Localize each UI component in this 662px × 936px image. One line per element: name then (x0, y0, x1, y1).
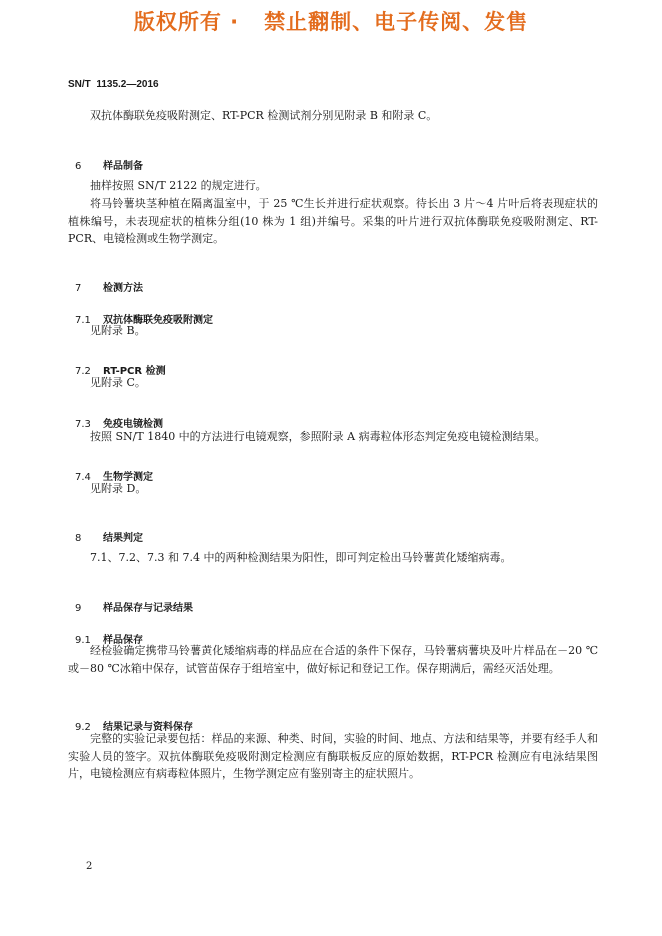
intro-paragraph: 双抗体酶联免疫吸附测定、RT-PCR 检测试剂分别见附录 B 和附录 C。 (90, 109, 438, 122)
section-6-heading (68, 146, 143, 172)
section-number: 8 (74, 533, 82, 544)
section-title: 生物学测定 (102, 472, 153, 483)
section-8-paragraph: 7.1、7.2、7.3 和 7.4 中的两种检测结果为阳性，即可判定检出马铃薯黄化矮缩病毒。 (90, 551, 512, 564)
section-7-3-paragraph: 按照 SN/T 1840 中的方法进行电镜观察，参照附录 A 病毒粒体形态判定免疫电镜检测结果。 (90, 430, 546, 443)
section-number: 9.2 (74, 722, 91, 733)
section-number: 7.4 (74, 472, 91, 483)
section-6-paragraph-1: 抽样按照 SN/T 2122 的规定进行。 (90, 179, 267, 192)
section-9-heading (68, 588, 193, 614)
section-number: 7 (74, 283, 82, 294)
section-title: RT-PCR 检测 (102, 366, 166, 377)
section-9-2-paragraph: 完整的实验记录要包括：样品的来源、种类、时间，实验的时间、地点、方法和结果等，并要有经手人和实验人员的签字。双抗体酶联免疫吸附测定检测应有酶联板反应的原始数据，RT-PCR 检测应有电泳结果图片，电镜检测应有病毒粒体照片，生物学测定应有鉴别寄主的症状照片。 (68, 732, 598, 780)
section-title: 样品保存与记录结果 (102, 603, 193, 614)
section-number: 7.2 (74, 366, 91, 377)
section-number: 9 (74, 603, 82, 614)
section-title: 样品保存 (102, 635, 143, 646)
section-6-paragraph-2: 将马铃薯块茎种植在隔离温室中，于 25 ℃生长并进行症状观察。待长出 3 片～4 片叶后将表现症状的植株编号，未表现症状的植株分组(10 株为 1 组)并编号。采集的叶片进行双抗体酶联免疫吸附测定、RT-PCR、电镜检测或生物学测定。 (68, 197, 598, 245)
section-number: 9.1 (74, 635, 91, 646)
section-title: 免疫电镜检测 (102, 419, 163, 430)
section-number: 7.1 (74, 315, 91, 326)
section-7-3-heading (68, 404, 163, 430)
section-7-2-paragraph: 见附录 C。 (90, 376, 146, 389)
section-7-1-paragraph: 见附录 B。 (90, 324, 146, 337)
section-title: 双抗体酶联免疫吸附测定 (102, 315, 213, 326)
section-number: 6 (74, 161, 82, 172)
copyright-watermark: 版权所有 · 禁止翻制、电子传阅、发售 (133, 10, 529, 34)
section-7-heading (68, 268, 143, 294)
section-title: 检测方法 (102, 283, 143, 294)
section-9-1-paragraph: 经检验确定携带马铃薯黄化矮缩病毒的样品应在合适的条件下保存，马铃薯病薯块及叶片样品在－20 ℃或－80 ℃冰箱中保存，试管苗保存于组培室中，做好标记和登记工作。保存期满后，需经灭活处理。 (68, 644, 598, 675)
section-title: 样品制备 (102, 161, 143, 172)
standard-code: SN/T 1135.2—2016 (68, 79, 159, 90)
section-7-4-paragraph: 见附录 D。 (90, 482, 147, 495)
section-number: 7.3 (74, 419, 91, 430)
section-title: 结果记录与资料保存 (102, 722, 193, 733)
section-8-heading (68, 518, 143, 544)
page-number: 2 (86, 861, 93, 872)
section-title: 结果判定 (102, 533, 143, 544)
